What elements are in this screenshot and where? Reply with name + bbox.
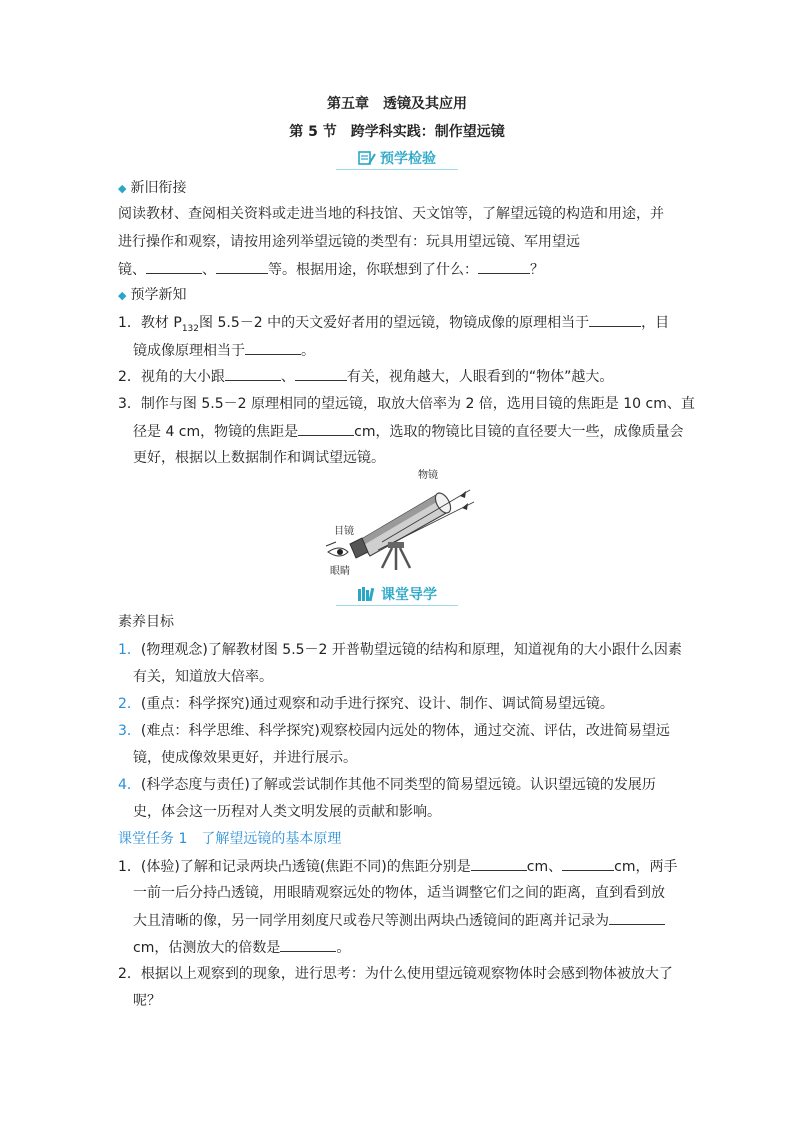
chapter-title: 第五章 透镜及其应用 — [327, 96, 467, 112]
diamond-bullet-icon: ◆ — [118, 182, 127, 195]
books-icon — [357, 586, 377, 602]
diamond-bullet-icon: ◆ — [118, 289, 127, 302]
eyepiece-label: 目镜 — [334, 526, 354, 537]
answer-blank[interactable] — [562, 856, 614, 871]
question-1-cont: 镜成像原理相当于 。 — [133, 340, 315, 361]
goal-4-cont: 史，体会这一历程对人类文明发展的贡献和影响。 — [133, 804, 441, 820]
question-3: 3．制作与图 5.5－2 原理相同的望远镜，取放大倍率为 2 倍，选用目镜的焦距是 10 cm、直 — [118, 396, 695, 412]
goal-3-cont: 镜，使成像效果更好，并进行展示。 — [133, 750, 357, 766]
goals-heading: 素养目标 — [118, 614, 174, 630]
question-2: 2．视角的大小跟 、 有关，视角越大，人眼看到的“物体”越大。 — [118, 366, 613, 387]
answer-blank[interactable] — [478, 259, 530, 274]
guide-banner-label: 课堂导学 — [381, 587, 437, 603]
answer-blank[interactable] — [216, 259, 268, 274]
answer-blank[interactable] — [589, 312, 641, 327]
telescope-figure — [320, 470, 480, 582]
question-3-cont: 径是 4 cm，物镜的焦距是 cm，选取的物镜比目镜的直径要大一些，成像质量会 — [133, 421, 684, 442]
goal-1-cont: 有关，知道放大倍率。 — [133, 669, 273, 685]
preview-banner-label: 预学检验 — [380, 151, 436, 167]
old-new-text-3: 镜、 、 等。根据用途，你联想到了什么： ？ — [118, 259, 544, 280]
answer-blank[interactable] — [225, 366, 281, 381]
task-1-item-1-cont: 一前一后分持凸透镜，用眼睛观察远处的物体，适当调整它们之间的距离，直到看到放 — [133, 885, 665, 901]
answer-blank[interactable] — [295, 366, 347, 381]
goal-1: 1．(物理观念)了解教材图 5.5－2 开普勒望远镜的结构和原理，知道视角的大小跟什么因素 — [118, 642, 682, 658]
old-new-heading: ◆ 新旧衔接 — [118, 180, 187, 196]
old-new-text-1: 阅读教材、查阅相关资料或走进当地的科技馆、天文馆等，了解望远镜的构造和用途，并 — [118, 206, 664, 222]
preview-banner — [0, 148, 794, 170]
task-1-item-2-cont: 呢？ — [133, 993, 161, 1009]
task-1-title: 课堂任务 1 了解望远镜的基本原理 — [118, 831, 342, 847]
answer-blank[interactable] — [609, 910, 665, 925]
section-title: 第 5 节 跨学科实践：制作望远镜 — [289, 124, 505, 140]
old-new-text-2: 进行操作和观察，请按用途列举望远镜的类型有：玩具用望远镜、军用望远 — [118, 234, 580, 250]
answer-blank[interactable] — [298, 421, 354, 436]
new-knowledge-heading: ◆ 预学新知 — [118, 287, 187, 303]
guide-banner — [0, 584, 794, 606]
objective-lens-label: 物镜 — [418, 470, 438, 481]
preview-banner-underline — [336, 169, 458, 170]
answer-blank[interactable] — [471, 856, 527, 871]
answer-blank[interactable] — [280, 937, 336, 952]
task-1-item-1-cont-2: 大且清晰的像，另一同学用刻度尺或卷尺等测出两块凸透镜间的距离并记录为 — [133, 910, 665, 931]
answer-blank[interactable] — [245, 340, 301, 355]
task-1-item-1: 1．(体验)了解和记录两块凸透镜(焦距不同)的焦距分别是 cm、 cm，两手 — [118, 856, 677, 877]
book-pen-icon — [358, 150, 376, 166]
question-3-cont-2: 更好，根据以上数据制作和调试望远镜。 — [133, 450, 385, 466]
goal-4: 4．(科学态度与责任)了解或尝试制作其他不同类型的简易望远镜。认识望远镜的发展历 — [118, 777, 656, 793]
eye-label: 眼睛 — [330, 566, 350, 577]
answer-blank[interactable] — [146, 259, 202, 274]
guide-banner-underline — [336, 605, 458, 606]
task-1-item-1-cont-3: cm，估测放大的倍数是 。 — [133, 937, 350, 958]
task-1-item-2: 2．根据以上观察到的现象，进行思考：为什么使用望远镜观察物体时会感到物体被放大了 — [118, 966, 673, 982]
goal-2: 2．(重点：科学探究)通过观察和动手进行探究、设计、制作、调试简易望远镜。 — [118, 696, 614, 712]
question-1: 1．教材 $P_{132}$图 5.5－2 中的天文爱好者用的望远镜，物镜成像的原理相当于 ，目 — [118, 312, 669, 339]
goal-3: 3．(难点：科学思维、科学探究)观察校园内远处的物体，通过交流、评估，改进简易望远 — [118, 723, 670, 739]
